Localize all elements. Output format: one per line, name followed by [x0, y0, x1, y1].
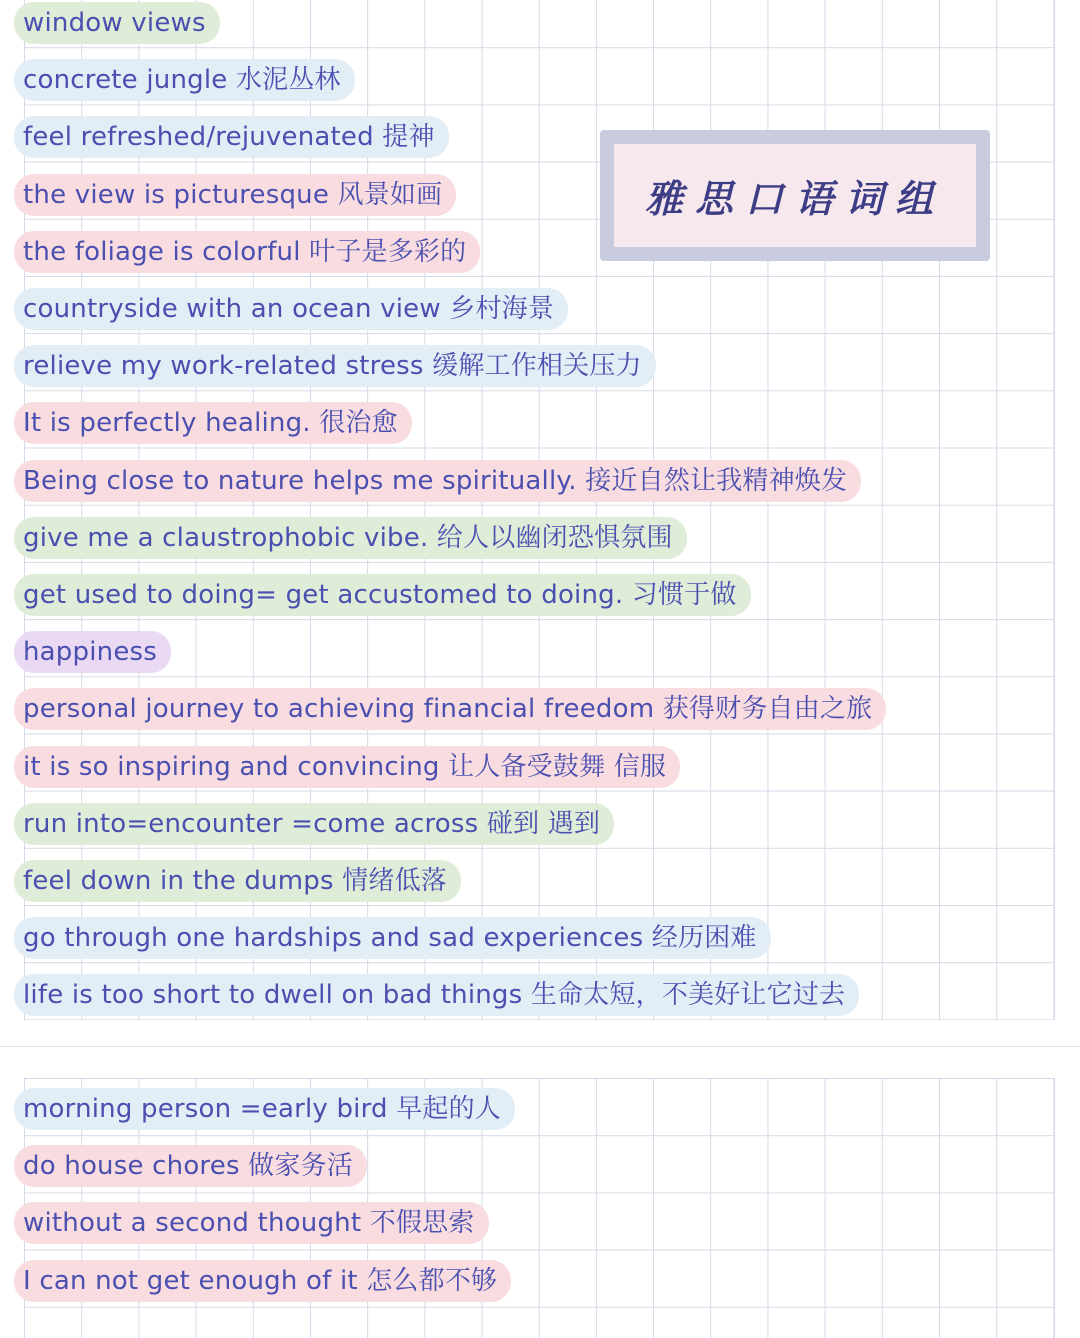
- phrase-text: I can not get enough of it 怎么都不够: [14, 1260, 511, 1302]
- title-card: [600, 130, 990, 261]
- phrase-row: [0, 1198, 1080, 1255]
- phrase-row: [0, 1084, 1080, 1141]
- phrase-text: feel down in the dumps 情绪低落: [14, 860, 461, 902]
- phrase-row: [0, 970, 1080, 1027]
- phrase-text: without a second thought 不假思索: [14, 1202, 489, 1244]
- page-title: 雅思口语词组: [644, 176, 945, 221]
- phrase-text: It is perfectly healing. 很治愈: [14, 402, 412, 444]
- phrase-row: [0, 456, 1080, 513]
- phrase-text: the foliage is colorful 叶子是多彩的: [14, 231, 480, 273]
- phrase-text: concrete jungle 水泥丛林: [14, 59, 355, 101]
- phrase-text: feel refreshed/rejuvenated 提神: [14, 116, 449, 158]
- phrase-text: countryside with an ocean view 乡村海景: [14, 288, 568, 330]
- phrase-text: go through one hardships and sad experiences 经历困难: [14, 917, 771, 959]
- title-card-inner: [614, 144, 976, 247]
- phrase-row: [0, 513, 1080, 570]
- phrase-text: the view is picturesque 风景如画: [14, 174, 456, 216]
- phrase-text: personal journey to achieving financial freedom 获得财务自由之旅: [14, 688, 886, 730]
- phrase-row: [0, 398, 1080, 455]
- phrase-row: [0, 55, 1080, 112]
- phrase-text: relieve my work-related stress 缓解工作相关压力: [14, 345, 656, 387]
- phrase-row: [0, 856, 1080, 913]
- phrase-row: [0, 1141, 1080, 1198]
- phrase-text: life is too short to dwell on bad things 生命太短，不美好让它过去: [14, 974, 859, 1016]
- phrase-text: give me a claustrophobic vibe. 给人以幽闭恐惧氛围: [14, 517, 687, 559]
- phrase-row: [0, 570, 1080, 627]
- phrase-row: [0, 742, 1080, 799]
- phrase-text: do house chores 做家务活: [14, 1145, 367, 1187]
- phrase-row: [0, 799, 1080, 856]
- section-divider: [0, 1046, 1080, 1047]
- phrase-row: [0, 913, 1080, 970]
- phrase-text: morning person =early bird 早起的人: [14, 1088, 515, 1130]
- phrase-text: window views: [14, 2, 220, 44]
- phrase-row: [0, 684, 1080, 741]
- phrase-text: get used to doing= get accustomed to doing. 习惯于做: [14, 574, 751, 616]
- phrase-row: [0, 1256, 1080, 1313]
- phrase-text: Being close to nature helps me spiritually. 接近自然让我精神焕发: [14, 460, 861, 502]
- phrase-text: it is so inspiring and convincing 让人备受鼓舞 信服: [14, 746, 680, 788]
- phrase-text: happiness: [14, 631, 171, 673]
- phrase-row: [0, 284, 1080, 341]
- phrase-row: [0, 341, 1080, 398]
- phrase-row: [0, 0, 1080, 55]
- phrase-text: run into=encounter =come across 碰到 遇到: [14, 803, 614, 845]
- phrase-row: [0, 627, 1080, 684]
